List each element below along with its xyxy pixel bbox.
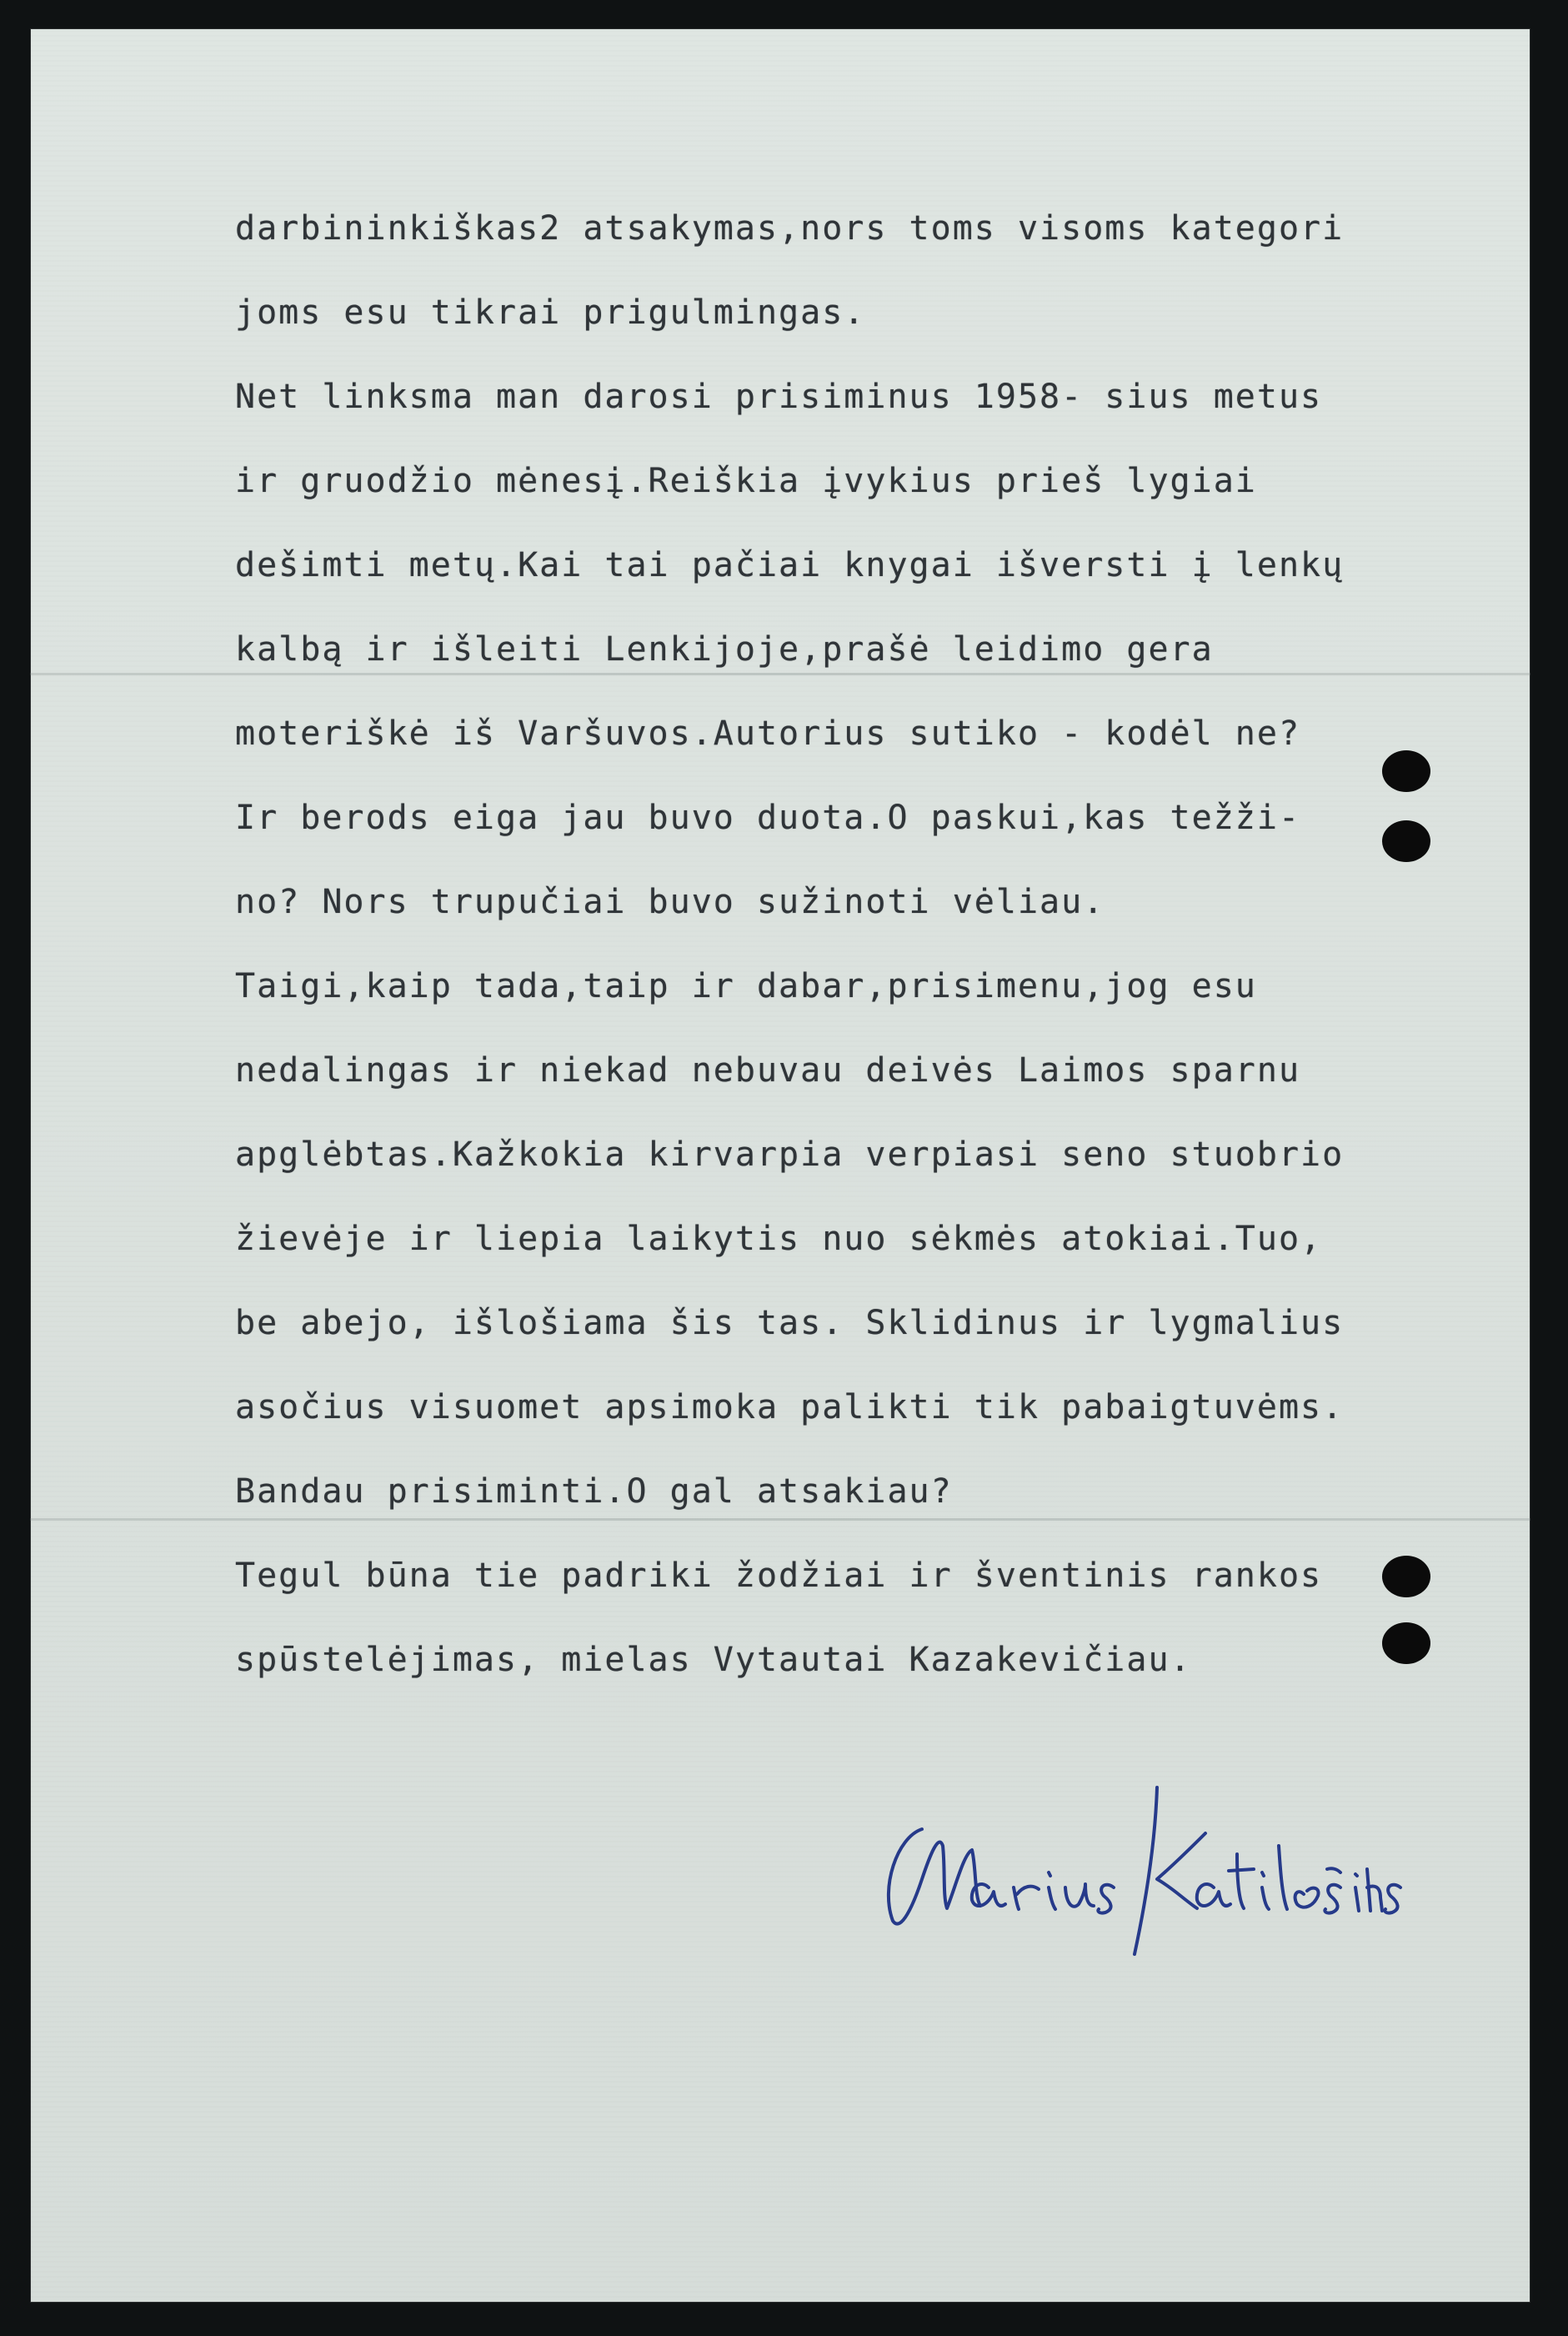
punch-hole <box>1382 1622 1430 1664</box>
text-line: Taigi,kaip tada,taip ir dabar,prisimenu,jog esu <box>235 967 1257 1005</box>
punch-hole <box>1382 820 1430 862</box>
text-line: Net linksma man darosi prisiminus 1958- sius metus <box>235 378 1323 416</box>
text-line: nedalingas ir niekad nebuvau deivės Laimos sparnu <box>235 1051 1301 1090</box>
text-line: moteriškė iš Varšuvos.Autorius sutiko - kodėl ne? <box>235 714 1301 753</box>
typed-letter-body <box>235 187 1530 1702</box>
text-line: joms esu tikrai prigulmingas. <box>235 293 866 332</box>
text-line: apglėbtas.Kažkokia kirvarpia verpiasi seno stuobrio <box>235 1135 1345 1174</box>
text-line: asočius visuomet apsimoka palikti tik pabaigtuvėms. <box>235 1388 1345 1426</box>
paper-sheet <box>30 28 1530 2303</box>
text-line: Tegul būna tie padriki žodžiai ir šventinis rankos <box>235 1556 1323 1595</box>
punch-hole <box>1382 1556 1430 1597</box>
handwritten-signature <box>864 1762 1497 1963</box>
text-line: spūstelėjimas, mielas Vytautai Kazakevičiau. <box>235 1641 1192 1679</box>
text-line: Ir berods eiga jau buvo duota.O paskui,kas težži- <box>235 799 1301 837</box>
text-line: ir gruodžio mėnesį.Reiškia įvykius prieš lygiai <box>235 462 1257 500</box>
text-line: žievėje ir liepia laikytis nuo sėkmės atokiai.Tuo, <box>235 1220 1323 1258</box>
text-line: kalbą ir išleiti Lenkijoje,prašė leidimo gera <box>235 630 1214 669</box>
punch-hole <box>1382 750 1430 792</box>
text-line: no? Nors trupučiai buvo sužinoti vėliau. <box>235 883 1105 921</box>
text-line: Bandau prisiminti.O gal atsakiau? <box>235 1472 953 1511</box>
text-line: be abejo, išlošiama šis tas. Sklidinus ir lygmalius <box>235 1304 1345 1342</box>
text-line: darbininkiškas2 atsakymas,nors toms visoms kategori <box>235 209 1345 248</box>
text-line: dešimti metų.Kai tai pačiai knygai išversti į lenkų <box>235 546 1345 584</box>
